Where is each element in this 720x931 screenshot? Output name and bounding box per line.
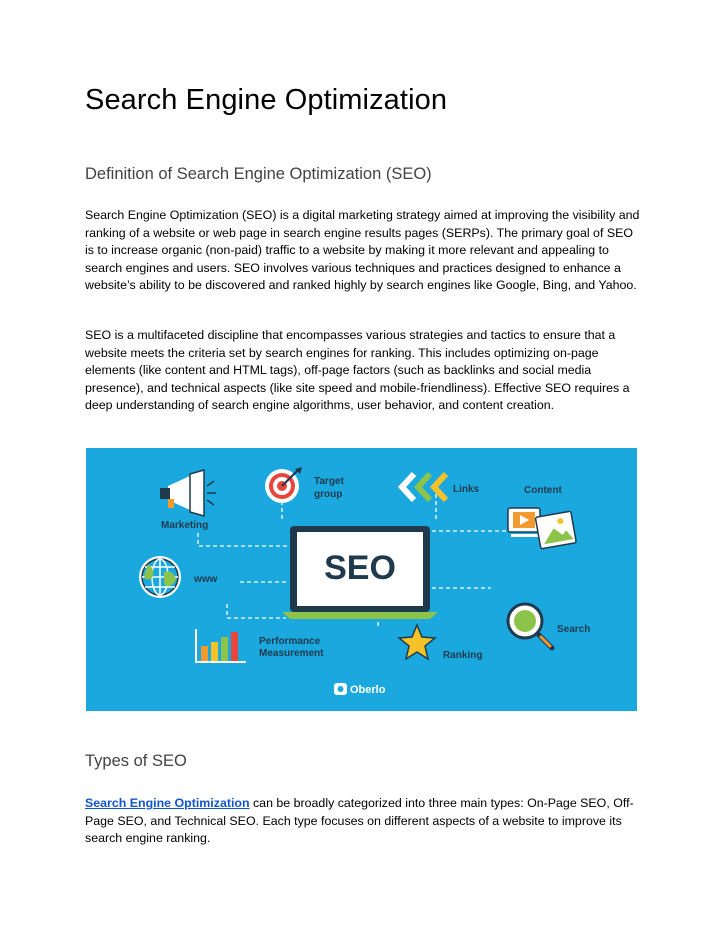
section-heading-definition: Definition of Search Engine Optimization (SEO)	[85, 165, 432, 183]
brand-name: Oberlo	[350, 684, 386, 696]
label-marketing: Marketing	[161, 520, 209, 531]
paragraph-definition-2: SEO is a multifaceted discipline that encompasses various strategies and tactics to ensure that a website meets the criteria set by search engines for ranking. This includes optimizing on-page elements (like content and HTML tags), off-page factors (such as backlinks and social media presence), and technical aspects (like site speed and mobile-friendliness). Effective SEO requires a deep understanding of search engine algorithms, user behavior, and content creation.	[85, 328, 630, 413]
target-icon	[265, 467, 302, 503]
bar-chart-icon	[196, 629, 246, 662]
paragraph-definition-1: Search Engine Optimization (SEO) is a digital marketing strategy aimed at improving the visibility and ranking of a website or web page in search engine results pages (SERPs). The primary goal of SEO is to increase organic (non-paid) traffic to a website by making it more relevant and appealing to search engines and users. SEO involves various techniques and practices designed to enhance a website’s ability to be discovered and ranked highly by search engines like Google, Bing, and Yahoo.	[85, 208, 640, 293]
chevrons-icon	[402, 474, 446, 500]
page-title: Search Engine Optimization	[85, 84, 448, 116]
magnifier-icon	[508, 604, 552, 648]
label-performance-line2: Measurement	[259, 648, 324, 659]
label-target-line1: Target	[314, 476, 344, 487]
media-icon	[508, 508, 576, 549]
label-search: Search	[557, 624, 591, 635]
label-ranking: Ranking	[443, 650, 483, 661]
label-links: Links	[453, 484, 480, 495]
label-www: www	[194, 574, 218, 585]
paragraph-types	[85, 795, 645, 848]
paragraph-types-text: can be broadly categorized into three main types: On-Page SEO, Off-Page SEO, and Technical SEO. Each type focuses on different aspects of a website to improve its search engine ranking.	[85, 796, 634, 846]
seo-infographic	[86, 448, 637, 711]
seo-center-text: SEO	[324, 549, 396, 587]
label-performance-line1: Performance	[259, 636, 321, 647]
oberlo-logo	[334, 683, 386, 696]
globe-icon	[139, 556, 181, 598]
megaphone-icon	[160, 470, 216, 516]
seo-link[interactable]: Search Engine Optimization	[85, 796, 250, 810]
star-icon	[399, 625, 435, 659]
label-target-line2: group	[314, 489, 343, 500]
section-heading-types: Types of SEO	[85, 752, 187, 770]
label-content: Content	[524, 485, 562, 496]
